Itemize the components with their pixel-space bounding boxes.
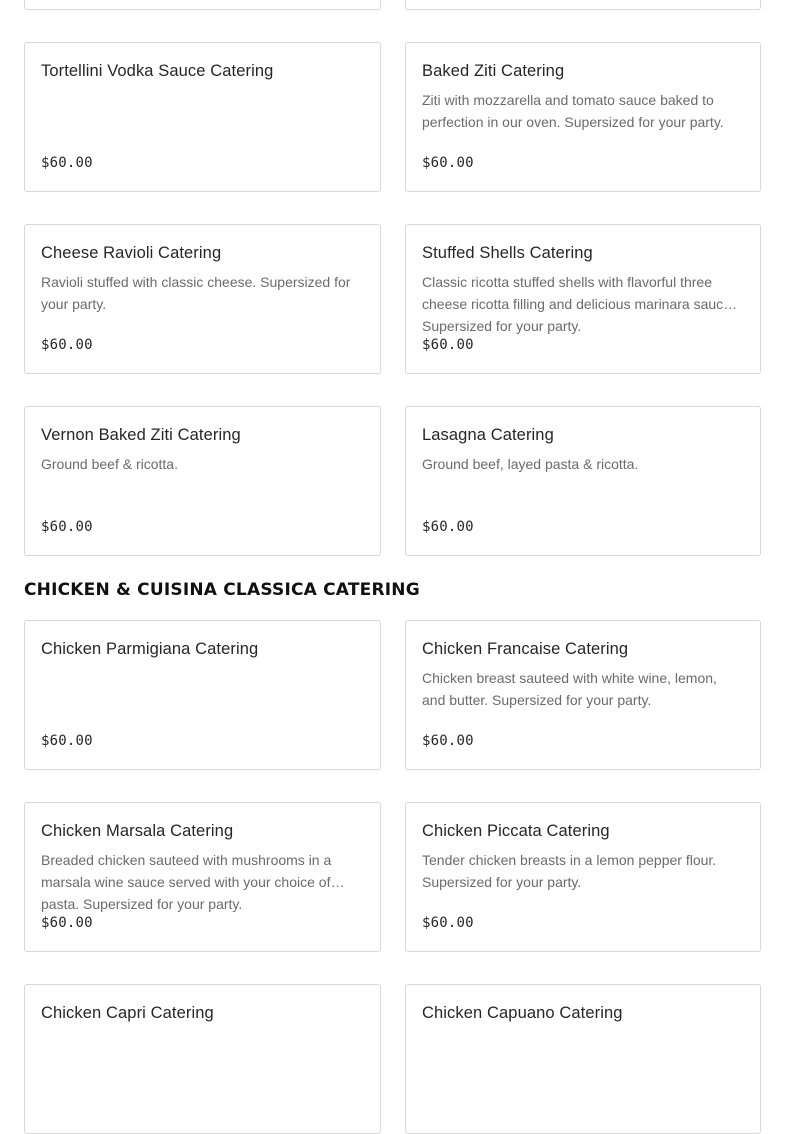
menu-item-title: Chicken Capuano Catering xyxy=(422,1004,623,1022)
menu-item-title: Vernon Baked Ziti Catering xyxy=(41,426,241,444)
menu-item-title: Chicken Piccata Catering xyxy=(422,822,610,840)
menu-item-card[interactable] xyxy=(405,984,761,1134)
menu-item-title: Cheese Ravioli Catering xyxy=(41,244,222,262)
menu-item-title: Baked Ziti Catering xyxy=(422,62,565,80)
menu-item-card[interactable] xyxy=(24,406,381,556)
menu-item-price: $60.00 xyxy=(422,519,474,535)
menu-item-description: Breaded chicken sauteed with mushrooms in a marsala wine sauce served with your choice of pasta. Supersized for your party. xyxy=(41,852,332,912)
menu-item-description: Chicken breast sauteed with white wine, lemon, and butter. Supersized for your party. xyxy=(422,670,717,708)
menu-item-title: Tortellini Vodka Sauce Catering xyxy=(41,62,274,80)
menu-item-price: $60.00 xyxy=(41,155,93,171)
menu-item-description: Ravioli stuffed with classic cheese. Supersized for your party. xyxy=(41,274,351,312)
menu-item-price: $60.00 xyxy=(41,519,93,535)
menu-item-price: $60.00 xyxy=(422,155,474,171)
menu-item-description: Tender chicken breasts in a lemon pepper flour. Supersized for your party. xyxy=(422,852,717,890)
menu-item-card[interactable] xyxy=(24,224,381,374)
menu-item-price: $60.00 xyxy=(422,733,474,749)
menu-item-description: Classic ricotta stuffed shells with flavorful three cheese ricotta filling and delicious marinara sauce. Supersized for your party. xyxy=(422,274,735,334)
menu-item-description: Ground beef, layed pasta & ricotta. xyxy=(422,456,639,472)
menu-item-title: Chicken Parmigiana Catering xyxy=(41,640,259,658)
menu-item-price: $60.00 xyxy=(41,337,93,353)
menu-item-price: $60.00 xyxy=(41,733,93,749)
menu-item-price: $60.00 xyxy=(422,337,474,353)
menu-item-title: Lasagna Catering xyxy=(422,426,554,444)
menu-item-card[interactable] xyxy=(405,620,761,770)
section-heading: CHICKEN & CUISINA CLASSICA CATERING xyxy=(24,580,420,600)
menu-item-card[interactable] xyxy=(24,984,381,1134)
menu-item-title: Chicken Marsala Catering xyxy=(41,822,234,840)
menu-item-card[interactable] xyxy=(405,0,761,10)
menu-item-card[interactable] xyxy=(405,42,761,192)
menu-item-card[interactable] xyxy=(405,802,761,952)
menu-item-card[interactable] xyxy=(405,224,761,374)
menu-item-price: $60.00 xyxy=(422,915,474,931)
menu-item-card[interactable] xyxy=(24,802,381,952)
menu-item-card[interactable] xyxy=(405,406,761,556)
menu-item-description: Ziti with mozzarella and tomato sauce baked to perfection in our oven. Supersized for your party. xyxy=(422,92,724,130)
menu-item-card[interactable] xyxy=(24,620,381,770)
menu-item-title: Stuffed Shells Catering xyxy=(422,244,593,262)
menu-item-title: Chicken Capri Catering xyxy=(41,1004,214,1022)
menu-item-card[interactable] xyxy=(24,42,381,192)
menu-item-card[interactable] xyxy=(24,0,381,10)
menu-item-price: $60.00 xyxy=(41,915,93,931)
menu-item-description: Ground beef & ricotta. xyxy=(41,456,178,472)
menu-item-title: Chicken Francaise Catering xyxy=(422,640,629,658)
